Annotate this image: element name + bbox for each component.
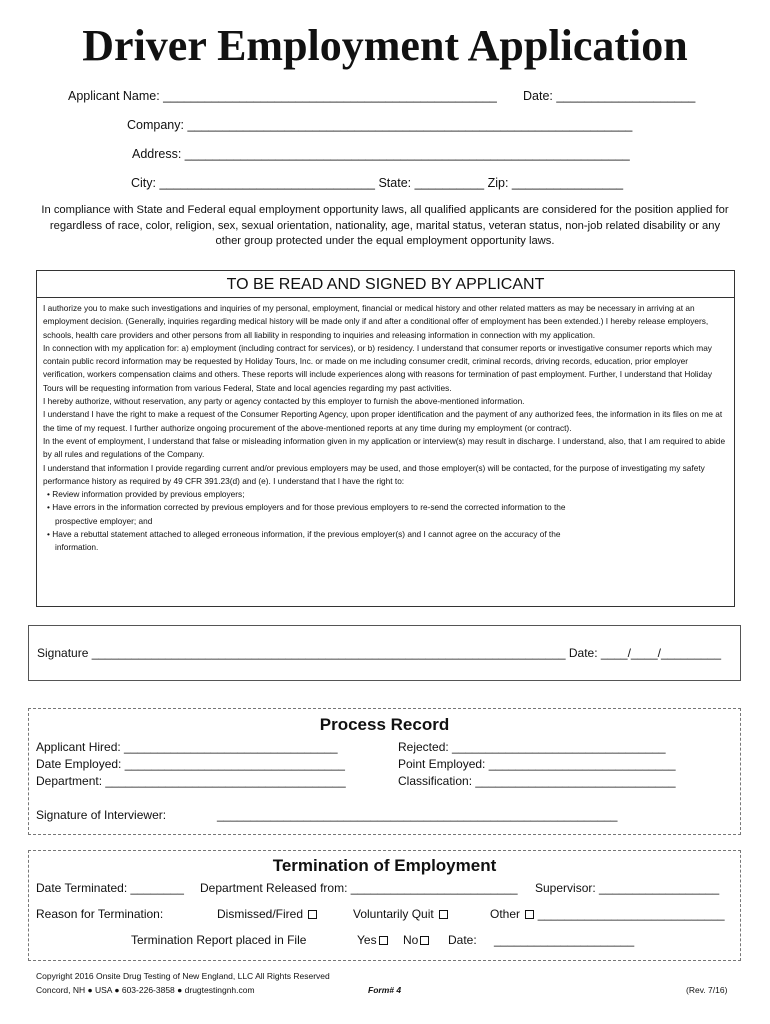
dismissed-label: Dismissed/Fired (217, 907, 304, 921)
authorization-paragraph: I understand I have the right to make a request of the Consumer Reporting Agency, upon proper identification and the payment of any authorized fees, the information in its files on me at the time of my request. I further authorize ongoing procurement of the above-mentioned reports at any time during my employment (or contract). (43, 409, 723, 433)
other-checkbox[interactable] (525, 910, 534, 919)
signature-box (28, 625, 741, 681)
dismissed-checkbox[interactable] (308, 910, 317, 919)
revision-label: (Rev. 7/16) (686, 985, 728, 995)
applicant-authorization-box (36, 270, 735, 607)
termination-title: Termination of Employment (272, 856, 497, 875)
rights-bullet: • Have errors in the information corrected by previous employers and for those previous employers to re-send the corrected information to the (47, 502, 566, 513)
department-released-field[interactable]: Department Released from: _________________________ (200, 881, 518, 895)
process-record-title: Process Record (319, 715, 450, 734)
authorization-paragraph: I understand that information I provide regarding current and/or previous employers may be used, and those employer(s) will be contacted, for the purpose of investigating my safety performance history as required by 49 CFR 391.23(d) and (e). I understand that I have the right to: (43, 462, 705, 486)
authorization-paragraph: I hereby authorize, without reservation, any party or agency contacted by this employer to furnish the above-mentioned information. (43, 396, 525, 407)
process-record-box (28, 708, 741, 835)
voluntary-quit-checkbox[interactable] (439, 910, 448, 919)
date-field[interactable]: Date: ____________________ (523, 89, 696, 103)
applicant-signature-field[interactable]: Signature _______________________________________________________________________ Date: ____/____/_________ (37, 646, 722, 660)
authorization-text (37, 298, 734, 555)
city-state-zip-field[interactable]: City: _______________________________ State: __________ Zip: ________________ (131, 176, 624, 190)
eeo-notice: In compliance with State and Federal equal employment opportunity laws, all qualified applicants are considered for the position applied for regardless of race, color, religion, sex, sexual orientation, nationality, age, marital status, veteran status, non-job related disability or any other group protected under the equal employment opportunity laws. (41, 204, 729, 247)
termination-report-label: Termination Report placed in File (131, 933, 307, 947)
report-date-field[interactable]: _____________________ (494, 933, 635, 947)
yes-label: Yes (357, 933, 377, 947)
company-contact: Concord, NH ● USA ● 603-226-3858 ● drugtestingnh.com (36, 985, 255, 995)
voluntary-quit-option[interactable] (353, 906, 448, 922)
rights-bullet-continued: prospective employer; and (55, 515, 153, 526)
authorization-paragraph: In connection with my application for: a) employment (including contract for services), or b) residency. I understand that consumer reports or investigative consumer reports which may contain public record information may be requested by Holiday Tours, Inc. or made on me including consumer credit, criminal records, driving records, education, prior employer verification, workers compensation claims and others. These reports will include experiences along with reasons for termination of past employment. Further, I understand that Holiday Tours will be requesting information from various Federal, State and local agencies regarding my past activities. (43, 342, 712, 393)
date-employed-field[interactable]: Date Employed: _________________________________ (36, 757, 345, 771)
other-option[interactable] (490, 906, 725, 922)
no-checkbox[interactable] (420, 936, 429, 945)
authorization-heading: TO BE READ AND SIGNED BY APPLICANT (37, 271, 734, 298)
reason-for-termination-label: Reason for Termination: (36, 907, 164, 921)
other-reason-field[interactable]: ____________________________ (537, 907, 725, 921)
applicant-hired-field[interactable]: Applicant Hired: ________________________________ (36, 740, 338, 754)
supervisor-field[interactable]: Supervisor: __________________ (535, 881, 720, 895)
yes-checkbox[interactable] (379, 936, 388, 945)
rights-bullet: • Have a rebuttal statement attached to alleged erroneous information, if the previous employer(s) and I cannot agree on the accuracy of the (47, 529, 561, 540)
page-title: Driver Employment Application (82, 21, 688, 70)
report-date-label: Date: (448, 933, 477, 947)
date-terminated-field[interactable]: Date Terminated: ________ (36, 881, 184, 895)
report-no-option[interactable] (403, 932, 429, 948)
rights-bullet: • Review information provided by previous employers; (47, 489, 245, 500)
company-field[interactable]: Company: ________________________________________________________________ (127, 118, 633, 132)
dismissed-option[interactable] (217, 906, 317, 922)
rejected-field[interactable]: Rejected: ________________________________ (398, 740, 666, 754)
authorization-paragraph: I authorize you to make such investigations and inquiries of my personal, employment, financial or medical history and other related matters as may be necessary in arriving at an employment decision. (Generally, inquiries regarding medical history will be made only if and after a conditional offer of employment has been extended.) I hereby release employers, schools, health care providers and other persons from all liability in responding to inquiries and releasing information in connection with my application. (43, 303, 709, 340)
authorization-paragraph: In the event of employment, I understand that false or misleading information given in my application or interview(s) may result in discharge. I understand, also, that I am required to abide by all rules and regulations of the Company. (43, 435, 726, 460)
department-field[interactable]: Department: ____________________________________ (36, 774, 346, 788)
point-employed-field[interactable]: Point Employed: ____________________________ (398, 757, 676, 771)
applicant-name-field[interactable]: Applicant Name: ________________________________________________ (68, 89, 504, 103)
interviewer-signature-label: Signature of Interviewer: (36, 808, 167, 822)
report-yes-option[interactable] (357, 932, 388, 948)
form-number: Form# 4 (368, 985, 402, 995)
termination-box (28, 850, 741, 961)
copyright-text: Copyright 2016 Onsite Drug Testing of New England, LLC All Rights Reserved (36, 971, 330, 981)
address-field[interactable]: Address: ________________________________________________________________ (132, 147, 630, 161)
no-label: No (403, 933, 419, 947)
other-label: Other (490, 907, 521, 921)
classification-field[interactable]: Classification: ______________________________ (398, 774, 676, 788)
rights-bullet-continued: information. (55, 542, 99, 553)
interviewer-signature-field[interactable]: ____________________________________________________________ (217, 808, 618, 822)
voluntary-quit-label: Voluntarily Quit (353, 907, 434, 921)
